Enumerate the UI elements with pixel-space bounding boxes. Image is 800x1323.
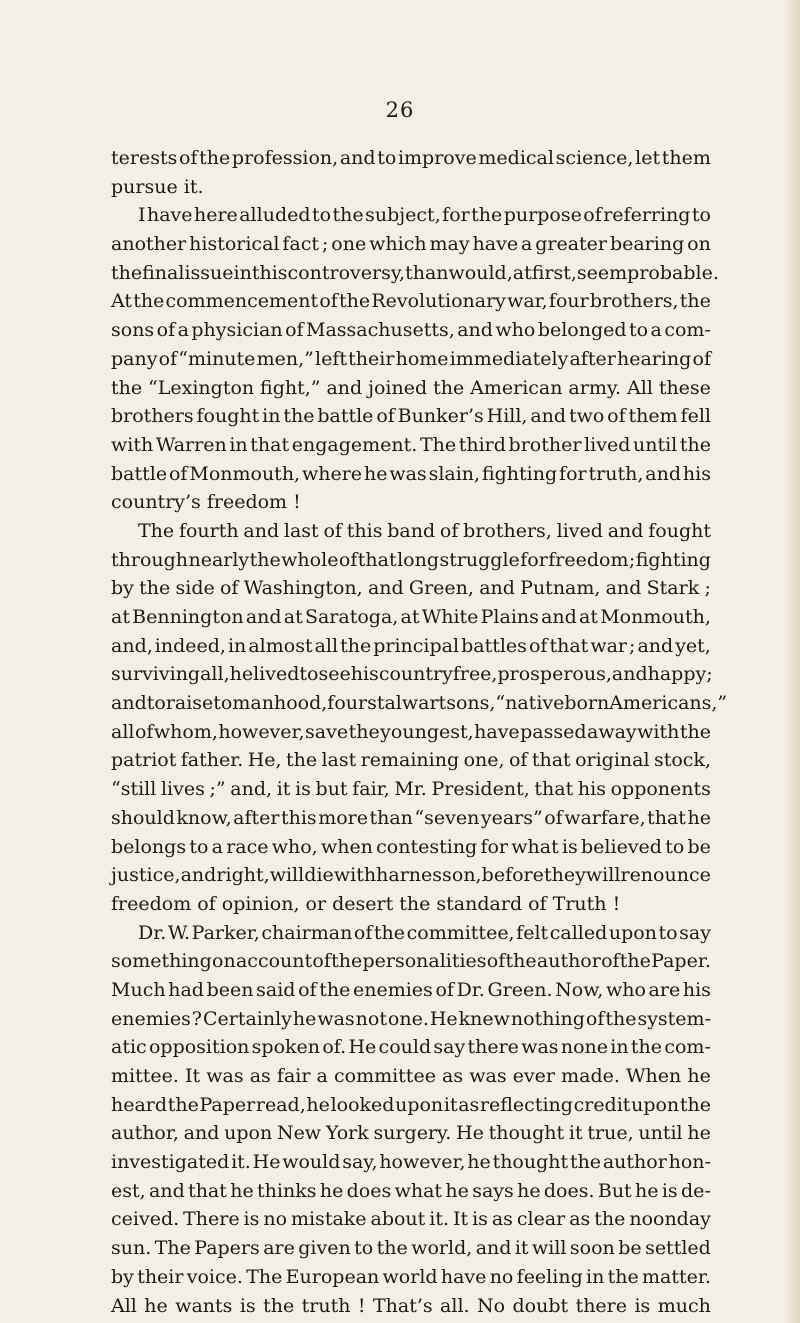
text-line: with Warren in that engagement. The third brother lived until the [111,433,711,456]
text-line: mittee. It was as fair a committee as was ever made. When he [111,1065,711,1087]
text-line: by the side of Washington, and Green, and Putnam, and Stark ; [111,577,711,600]
text-line: brothers fought in the battle of Bunker’s Hill, and two of them fell [111,405,711,428]
text-line: I have here alluded to the subject, for the purpose of referring to [138,204,711,227]
text-line: author, and upon New York surgery. He thought it true, until he [111,1122,711,1145]
text-line: by their voice. The European world have no feeling in the matter. [111,1265,711,1288]
text-line: The fourth and last of this band of brothers, lived and fought [138,519,711,542]
text-line: Dr. W. Parker, chairman of the committee, felt called upon to say [138,921,711,944]
text-line: heard the Paper read, he looked upon it as reflecting credit upon the [111,1093,711,1116]
text-line: justice, and right, will die with harness on, before they will renounce [111,864,711,887]
body-text [111,144,728,1320]
text-line: should know, after this more than “seven years” of warfare, that he [111,806,711,829]
text-line: the “Lexington fight,” and joined the American army. All these [111,376,711,399]
text-line: country’s freedom ! [111,491,301,514]
text-line: investigated it. He would say, however, he thought the author hon- [111,1151,711,1174]
text-line: the final issue in this controversy, than would, at first, seem probable. [111,261,719,284]
text-line: belongs to a race who, when contesting for what is believed to be [111,835,711,858]
text-line: ceived. There is no mistake about it. It is as clear as the noonday [111,1208,711,1231]
text-line: sun. The Papers are given to the world, and it will soon be settled [111,1237,711,1260]
text-line: atic opposition spoken of. He could say there was none in the com- [111,1036,711,1059]
text-line: “still lives ;” and, it is but fair, Mr. President, that his opponents [111,778,711,801]
text-line: and, indeed, in almost all the principal battles of that war ; and yet, [111,634,711,657]
text-line: All he wants is the truth ! That’s all. No doubt there is much [111,1294,711,1317]
text-line: another historical fact ; one which may have a greater bearing on [111,233,711,256]
page-number: 26 [385,98,415,122]
text-line: patriot father. He, the last remaining one, of that original stock, [111,749,711,772]
text-line: At the commencement of the Revolutionary war, four brothers, the [111,290,711,313]
text-line: terests of the profession, and to improve medical science, let them [111,147,711,169]
text-line: through nearly the whole of that long struggle for freedom ; fighting [111,548,711,571]
text-line: enemies ? Certainly he was not one. He knew nothing of the system- [111,1007,711,1030]
text-line: pursue it. [111,175,204,198]
page-edge-shadow [784,0,800,1323]
text-line: freedom of opinion, or desert the standard of Truth ! [111,892,621,915]
text-line: battle of Monmouth, where he was slain, fighting for truth, and his [111,462,711,485]
text-line: pany of “minute men,” left their home immediately after hearing of [111,347,711,370]
text-line: est, and that he thinks he does what he says he does. But he is de- [111,1179,711,1202]
text-line: something on account of the personalities of the author of the Paper. [111,950,711,973]
text-line: all of whom, however, save the youngest, have passed away with the [111,720,711,743]
text-line: surviving all, he lived to see his country free, prosperous, and happy; [111,663,713,686]
text-line: and to raise to manhood, four stalwart sons, “native born Americans,” [111,692,728,715]
text-line: Much had been said of the enemies of Dr. Green. Now, who are his [111,978,711,1001]
text-line: sons of a physician of Massachusetts, and who belonged to a com- [111,319,711,342]
text-line: at Bennington and at Saratoga, at White Plains and at Monmouth, [111,606,711,628]
